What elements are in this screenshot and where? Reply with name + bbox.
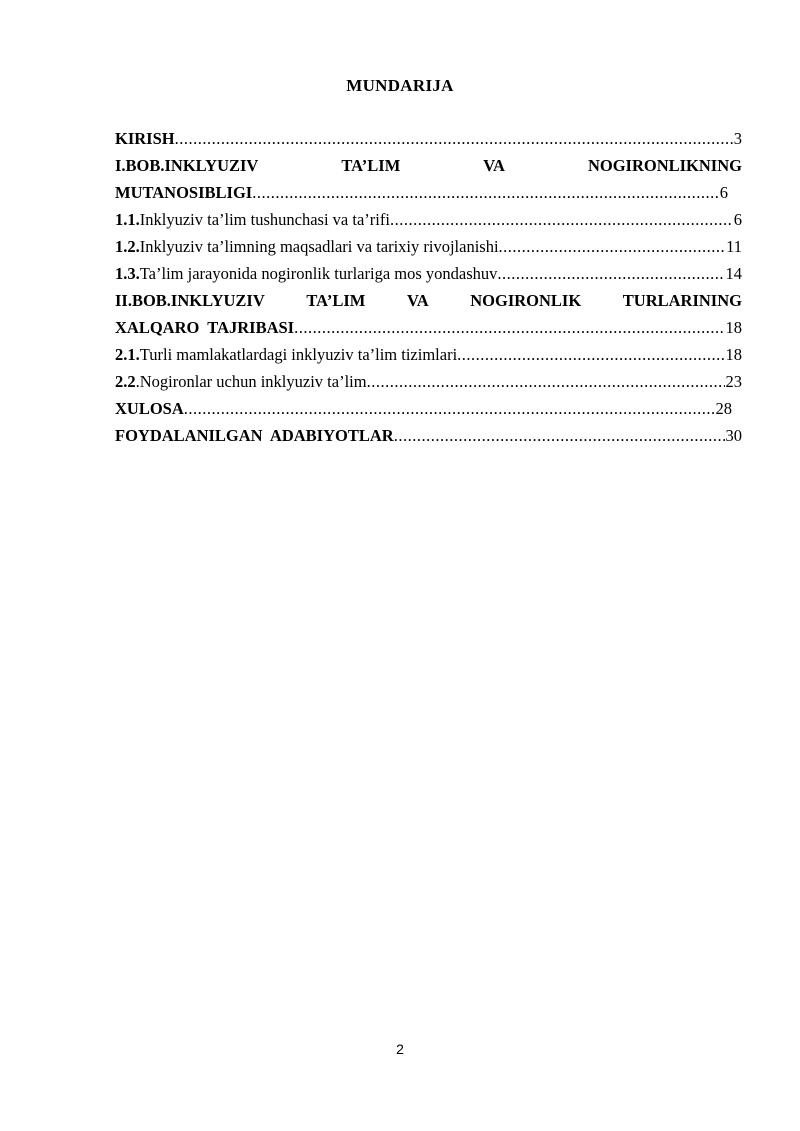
toc-page-number: 30 [725,426,742,445]
toc-entry-adabiyotlar [115,422,742,449]
toc-heading-word: NOGIRONLIKNING [587,156,742,175]
dot-leader [457,341,724,368]
dot-leader [367,368,725,395]
toc-page-number: 23 [725,372,742,391]
section-number: 2.1. [115,345,140,364]
dot-leader [175,125,733,152]
toc-heading-word: TA’LIM [306,291,366,310]
dot-leader [394,422,725,449]
toc-label: XULOSA [115,399,184,418]
section-title: Turli mamlakatlardagi inklyuziv ta’lim tizimlari [139,345,458,364]
toc-page-number: 11 [726,237,742,256]
dot-leader [497,260,724,287]
toc-entry-kirish [115,125,742,152]
toc-entry-bob2-heading [115,287,742,314]
section-title: Inklyuziv ta’lim tushunchasi va ta’rifi [139,210,390,229]
toc-label [115,206,390,233]
toc-page-number: 28 [715,399,732,418]
dot-leader [184,395,715,422]
section-title: Ta’lim jarayonida nogironlik turlariga mos yondashuv [139,264,498,283]
section-title: .Nogironlar uchun inklyuziv ta’lim [135,372,367,391]
toc-page-number: 14 [725,264,742,283]
page-title: MUNDARIJA [346,76,454,95]
toc-label: MUTANOSIBLIGI [115,183,253,202]
table-of-contents [115,125,742,449]
toc-label: KIRISH [115,129,175,148]
toc-label [115,368,367,395]
toc-entry-2-2 [115,368,742,395]
section-number: 1.3. [115,264,140,283]
toc-label [115,260,497,287]
toc-entry-bob1-heading [115,152,742,179]
toc-heading-word: II.BOB.INKLYUZIV [115,291,265,310]
toc-label: XALQARO TAJRIBASI [115,318,295,337]
toc-page-number: 3 [733,129,742,148]
section-title: Inklyuziv ta’limning maqsadlari va tarixiy rivojlanishi [139,237,499,256]
toc-page-number: 18 [725,318,742,337]
dot-leader [390,206,733,233]
toc-entry-bob1-continuation [115,179,728,206]
toc-entry-1-3 [115,260,742,287]
toc-entry-xulosa [115,395,732,422]
section-number: 1.2. [115,237,140,256]
section-number: 1.1. [115,210,140,229]
toc-page-number: 6 [733,210,742,229]
page-number: 2 [396,1041,404,1057]
toc-label: FOYDALANILGAN ADABIYOTLAR [115,426,394,445]
dot-leader [294,314,724,341]
toc-heading-word: I.BOB.INKLYUZIV [115,156,259,175]
toc-entry-2-1 [115,341,742,368]
toc-heading-word: TURLARINING [622,291,742,310]
toc-label [115,233,499,260]
dot-leader [252,179,719,206]
toc-entry-1-1 [115,206,742,233]
dot-leader [499,233,726,260]
toc-label [115,341,457,368]
section-number: 2.2 [115,372,136,391]
toc-heading-word: VA [406,291,429,310]
toc-entry-bob2-continuation [115,314,742,341]
toc-heading-word: NOGIRONLIK [470,291,582,310]
toc-page-number: 6 [719,183,728,202]
toc-heading-word: TA’LIM [341,156,401,175]
toc-page-number: 18 [725,345,742,364]
toc-entry-1-2 [115,233,742,260]
toc-heading-word: VA [483,156,505,175]
